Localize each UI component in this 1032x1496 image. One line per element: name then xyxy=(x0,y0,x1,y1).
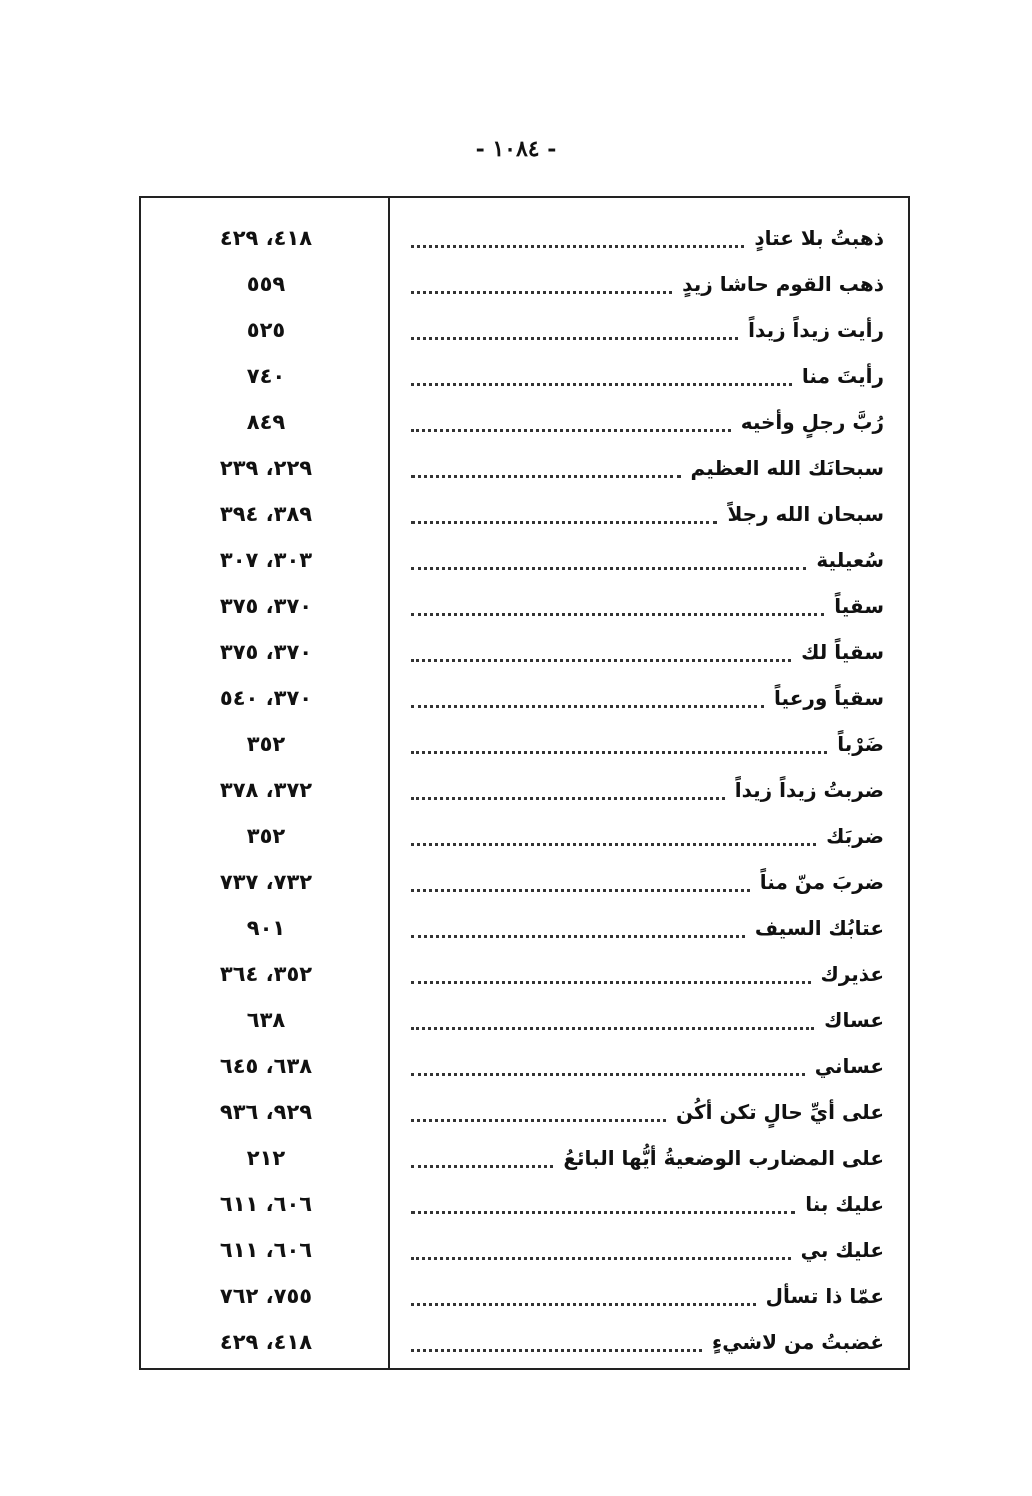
dot-leader xyxy=(411,963,811,984)
page-references: ٨٤٩ xyxy=(246,410,286,434)
index-row xyxy=(141,584,908,630)
index-row xyxy=(141,998,908,1044)
index-row xyxy=(141,400,908,446)
phrase-cell xyxy=(411,1140,884,1176)
page-references: ٣٧٠، ٥٤٠ xyxy=(219,686,313,710)
phrase-cell xyxy=(411,634,884,670)
phrase-text: ضربَ منّ مناً xyxy=(759,870,884,894)
phrase-cell xyxy=(411,588,884,624)
phrase-cell xyxy=(411,818,884,854)
page-references: ٧٣٢، ٧٣٧ xyxy=(219,870,313,894)
phrase-text: عساني xyxy=(814,1054,884,1078)
page-references: ٦٣٨ xyxy=(246,1008,286,1032)
index-row xyxy=(141,492,908,538)
phrase-cell xyxy=(411,1002,884,1038)
phrase-cell xyxy=(411,1278,884,1314)
phrase-text: سبحانَك الله العظيم xyxy=(690,456,884,480)
page-references: ٤١٨، ٤٢٩ xyxy=(219,226,313,250)
phrase-cell xyxy=(411,726,884,762)
index-row xyxy=(141,676,908,722)
dot-leader xyxy=(411,549,806,570)
dot-leader xyxy=(411,1101,666,1122)
index-row xyxy=(141,952,908,998)
dot-leader xyxy=(411,917,745,938)
page-references: ٢١٢ xyxy=(246,1146,286,1170)
dot-leader xyxy=(411,825,816,846)
phrase-text: سقياً xyxy=(834,594,884,618)
page-references: ٣٥٢ xyxy=(246,824,286,848)
page-references: ٧٥٥، ٧٦٢ xyxy=(219,1284,313,1308)
dot-leader xyxy=(411,365,792,386)
index-row xyxy=(141,1090,908,1136)
dot-leader xyxy=(411,871,750,892)
phrase-cell xyxy=(411,1232,884,1268)
phrase-text: ضربَك xyxy=(826,824,884,848)
index-row xyxy=(141,630,908,676)
index-row xyxy=(141,814,908,860)
dot-leader xyxy=(411,1147,553,1168)
phrase-cell xyxy=(411,358,884,394)
phrase-text: عمّا ذا تسأل xyxy=(765,1284,884,1308)
phrase-text: على أيِّ حالٍ تكن أكُن xyxy=(676,1100,884,1124)
dot-leader xyxy=(411,779,725,800)
index-table xyxy=(139,196,910,1370)
dot-leader xyxy=(411,319,738,340)
page-references: ٩٢٩، ٩٣٦ xyxy=(219,1100,313,1124)
phrase-cell xyxy=(411,680,884,716)
dot-leader xyxy=(411,1055,805,1076)
page-references: ٣٠٣، ٣٠٧ xyxy=(219,548,313,572)
page-references: ٤١٨، ٤٢٩ xyxy=(219,1330,313,1354)
phrase-cell xyxy=(411,266,884,302)
dot-leader xyxy=(411,1009,814,1030)
dot-leader xyxy=(411,503,717,524)
phrase-text: سُعيلية xyxy=(816,548,884,572)
phrase-cell xyxy=(411,312,884,348)
phrase-cell xyxy=(411,864,884,900)
dot-leader xyxy=(411,1285,756,1306)
page-references: ٣٧٠، ٣٧٥ xyxy=(219,594,313,618)
dot-leader xyxy=(411,1239,791,1260)
phrase-cell xyxy=(411,404,884,440)
dot-leader xyxy=(411,1331,702,1352)
page-references: ٦٠٦، ٦١١ xyxy=(219,1238,313,1262)
phrase-cell xyxy=(411,496,884,532)
index-row xyxy=(141,1044,908,1090)
phrase-text: عذيرك xyxy=(820,962,884,986)
page-references: ٢٢٩، ٢٣٩ xyxy=(219,456,313,480)
phrase-text: عليك بي xyxy=(800,1238,884,1262)
page-references: ٣٥٢، ٣٦٤ xyxy=(219,962,313,986)
page-references: ٣٥٢ xyxy=(246,732,286,756)
phrase-text: ضربتُ زيداً زيداً xyxy=(734,778,884,802)
dot-leader xyxy=(411,733,827,754)
phrase-text: ذهبتُ بلا عتادٍ xyxy=(754,226,884,250)
page-number: - ١٠٨٤ - xyxy=(475,136,557,162)
index-row xyxy=(141,1182,908,1228)
page-references: ٣٨٩، ٣٩٤ xyxy=(219,502,313,526)
index-row xyxy=(141,1274,908,1320)
index-row xyxy=(141,768,908,814)
index-row xyxy=(141,722,908,768)
index-row xyxy=(141,860,908,906)
phrase-text: رُبَّ رجلٍ وأخيه xyxy=(740,410,884,434)
dot-leader xyxy=(411,411,731,432)
phrase-text: عتابُك السيف xyxy=(754,916,884,940)
phrase-cell xyxy=(411,220,884,256)
phrase-cell xyxy=(411,542,884,578)
phrase-text: عساك xyxy=(824,1008,884,1032)
index-row xyxy=(141,262,908,308)
phrase-cell xyxy=(411,1094,884,1130)
phrase-text: رأيت زيداً زيداً xyxy=(748,318,884,342)
index-row xyxy=(141,216,908,262)
phrase-text: ضَرْباً xyxy=(837,732,884,756)
phrase-text: غضبتُ من لاشيءٍ xyxy=(711,1330,884,1354)
index-rows xyxy=(141,216,908,1366)
phrase-cell xyxy=(411,772,884,808)
page-references: ٣٧٠، ٣٧٥ xyxy=(219,640,313,664)
index-row xyxy=(141,354,908,400)
phrase-text: سبحان الله رجلاً xyxy=(727,502,884,526)
phrase-cell xyxy=(411,910,884,946)
phrase-cell xyxy=(411,450,884,486)
phrase-cell xyxy=(411,1048,884,1084)
phrase-text: عليك بنا xyxy=(805,1192,884,1216)
dot-leader xyxy=(411,273,672,294)
dot-leader xyxy=(411,1193,795,1214)
phrase-text: ذهب القوم حاشا زيدٍ xyxy=(682,272,884,296)
index-row xyxy=(141,308,908,354)
page-references: ٦٣٨، ٦٤٥ xyxy=(219,1054,313,1078)
phrase-cell xyxy=(411,1324,884,1360)
page-references: ٩٠١ xyxy=(246,916,286,940)
dot-leader xyxy=(411,595,824,616)
index-row xyxy=(141,906,908,952)
dot-leader xyxy=(411,457,681,478)
phrase-text: سقياً ورعياً xyxy=(774,686,884,710)
page-references: ٣٧٢، ٣٧٨ xyxy=(219,778,313,802)
index-row xyxy=(141,1320,908,1366)
phrase-cell xyxy=(411,956,884,992)
index-row xyxy=(141,1228,908,1274)
page-references: ٦٠٦، ٦١١ xyxy=(219,1192,313,1216)
page-references: ٥٢٥ xyxy=(246,318,286,342)
phrase-text: سقياً لك xyxy=(801,640,884,664)
phrase-cell xyxy=(411,1186,884,1222)
dot-leader xyxy=(411,641,791,662)
dot-leader xyxy=(411,687,764,708)
index-row xyxy=(141,538,908,584)
page-references: ٥٥٩ xyxy=(246,272,286,296)
dot-leader xyxy=(411,227,744,248)
index-row xyxy=(141,446,908,492)
phrase-text: رأيتَ منا xyxy=(801,364,884,388)
page-references: ٧٤٠ xyxy=(246,364,286,388)
phrase-text: على المضارب الوضعيةُ أيُّها البائعُ xyxy=(563,1146,884,1170)
index-row xyxy=(141,1136,908,1182)
